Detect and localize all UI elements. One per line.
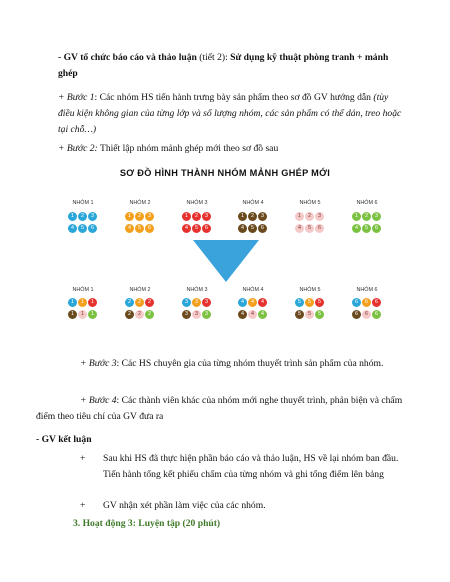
- section-heading: [58, 50, 404, 82]
- new-member-dot: 2: [145, 310, 154, 319]
- new-member-dot: 3: [202, 310, 211, 319]
- new-member-dot: 3: [192, 298, 201, 307]
- original-member-dot: 5: [305, 224, 314, 233]
- heading-bold: - GV tổ chức báo cáo và thảo luận: [58, 52, 197, 63]
- original-group-label: NHÓM 3: [186, 200, 208, 206]
- original-group-label: NHÓM 2: [129, 200, 151, 206]
- original-group-label: NHÓM 4: [242, 200, 264, 206]
- conclusion-heading: - GV kết luận: [36, 434, 92, 445]
- original-member-dot: 1: [352, 212, 361, 221]
- new-member-dot: 1: [68, 298, 77, 307]
- original-member-dot: 1: [68, 212, 77, 221]
- step-1-text: : Các nhóm HS tiến hành trưng bày sản phẩm theo sơ đồ GV hướng dẫn: [94, 92, 371, 103]
- down-arrow-icon: [193, 240, 259, 282]
- original-member-dot: 1: [125, 212, 134, 221]
- original-member-dot: 3: [145, 212, 154, 221]
- original-member-dot: 6: [258, 224, 267, 233]
- bullet-2-mark: +: [80, 500, 86, 511]
- new-member-dot: 2: [135, 298, 144, 307]
- step-2-label: + Bước 2:: [58, 143, 98, 154]
- original-member-dot: 5: [192, 224, 201, 233]
- conclusion-bullet-1: Sau khi HS đã thực hiện phần báo cáo và thảo luận, HS về lại nhóm ban đầu. Tiến hành tổng kết phiếu chấm của từng nhóm và ghi tổng điểm lên bảng: [103, 453, 399, 480]
- original-member-dot: 2: [78, 212, 87, 221]
- heading-normal: (tiết 2):: [196, 52, 231, 63]
- new-group-label: NHÓM 2: [129, 287, 151, 293]
- new-group-label: NHÓM 4: [242, 287, 264, 293]
- original-member-dot: 6: [372, 224, 381, 233]
- original-member-dot: 6: [88, 224, 97, 233]
- new-member-dot: 3: [202, 298, 211, 307]
- original-member-dot: 2: [362, 212, 371, 221]
- new-member-dot: 1: [88, 310, 97, 319]
- step-1: [58, 90, 404, 138]
- bullet-1-mark: +: [80, 453, 86, 464]
- original-member-dot: 4: [68, 224, 77, 233]
- original-member-dot: 4: [182, 224, 191, 233]
- new-member-dot: 2: [125, 298, 134, 307]
- new-member-dot: 4: [258, 298, 267, 307]
- new-member-dot: 3: [192, 310, 201, 319]
- original-member-dot: 4: [352, 224, 361, 233]
- new-member-dot: 5: [295, 298, 304, 307]
- new-group-label: NHÓM 5: [299, 287, 321, 293]
- original-member-dot: 1: [238, 212, 247, 221]
- new-member-dot: 1: [78, 310, 87, 319]
- new-member-dot: 2: [145, 298, 154, 307]
- step-2-text: Thiết lập nhóm mảnh ghép mới theo sơ đồ sau: [97, 143, 279, 154]
- step-4: [36, 393, 408, 425]
- original-member-dot: 5: [78, 224, 87, 233]
- step-4-text: : Các thành viên khác của nhóm mới nghe thuyết trình, phản biện và chấm điểm theo tiêu chí của GV đưa ra: [36, 395, 403, 422]
- new-member-dot: 4: [238, 298, 247, 307]
- original-group-label: NHÓM 1: [72, 200, 94, 206]
- original-member-dot: 3: [372, 212, 381, 221]
- original-member-dot: 4: [238, 224, 247, 233]
- new-member-dot: 4: [248, 298, 257, 307]
- original-member-dot: 5: [362, 224, 371, 233]
- new-member-dot: 1: [68, 310, 77, 319]
- original-member-dot: 3: [315, 212, 324, 221]
- original-member-dot: 1: [182, 212, 191, 221]
- new-member-dot: 6: [352, 310, 361, 319]
- original-member-dot: 6: [202, 224, 211, 233]
- new-member-dot: 2: [135, 310, 144, 319]
- step-3: [36, 356, 408, 372]
- new-group-label: NHÓM 1: [72, 287, 94, 293]
- original-member-dot: 6: [315, 224, 324, 233]
- new-member-dot: 5: [315, 310, 324, 319]
- new-member-dot: 3: [182, 298, 191, 307]
- original-group-label: NHÓM 5: [299, 200, 321, 206]
- original-member-dot: 2: [305, 212, 314, 221]
- new-member-dot: 6: [372, 310, 381, 319]
- new-group-label: NHÓM 6: [356, 287, 378, 293]
- new-member-dot: 6: [362, 298, 371, 307]
- new-member-dot: 5: [295, 310, 304, 319]
- step-2: [58, 141, 404, 157]
- new-member-dot: 4: [238, 310, 247, 319]
- original-member-dot: 6: [145, 224, 154, 233]
- step-3-label: + Bước 3: [80, 358, 117, 369]
- heading-bold-2: Sử dụng kỹ thuật phòng tranh + mảnh ghép: [58, 52, 389, 79]
- new-member-dot: 1: [78, 298, 87, 307]
- original-member-dot: 2: [248, 212, 257, 221]
- new-member-dot: 4: [258, 310, 267, 319]
- activity-3-heading: 3. Hoạt động 3: Luyện tập (20 phút): [73, 518, 221, 529]
- conclusion-bullet-2: GV nhận xét phần làm việc của các nhóm.: [103, 500, 266, 511]
- new-member-dot: 5: [305, 298, 314, 307]
- original-member-dot: 4: [295, 224, 304, 233]
- original-member-dot: 2: [192, 212, 201, 221]
- new-member-dot: 5: [305, 310, 314, 319]
- original-member-dot: 3: [88, 212, 97, 221]
- diagram-title: SƠ ĐỒ HÌNH THÀNH NHÓM MẢNH GHÉP MỚI: [119, 168, 331, 178]
- new-member-dot: 1: [88, 298, 97, 307]
- original-group-label: NHÓM 6: [356, 200, 378, 206]
- original-member-dot: 2: [135, 212, 144, 221]
- new-member-dot: 4: [248, 310, 257, 319]
- original-member-dot: 5: [248, 224, 257, 233]
- new-member-dot: 6: [352, 298, 361, 307]
- original-member-dot: 3: [202, 212, 211, 221]
- step-1-note: (tùy điều kiện không gian của từng lớp và số lượng nhóm, các sản phẩm có thể dán, treo hoặc tại chỗ…): [58, 92, 402, 135]
- step-4-label: + Bước 4: [80, 395, 117, 406]
- original-member-dot: 1: [295, 212, 304, 221]
- new-member-dot: 5: [315, 298, 324, 307]
- original-member-dot: 3: [258, 212, 267, 221]
- step-3-text: : Các HS chuyên gia của từng nhóm thuyết trình sản phẩm của nhóm.: [116, 358, 384, 369]
- original-member-dot: 4: [125, 224, 134, 233]
- original-member-dot: 5: [135, 224, 144, 233]
- new-group-label: NHÓM 3: [186, 287, 208, 293]
- step-1-label: + Bước 1: [58, 92, 95, 103]
- new-member-dot: 2: [125, 310, 134, 319]
- new-member-dot: 6: [372, 298, 381, 307]
- new-member-dot: 3: [182, 310, 191, 319]
- new-member-dot: 6: [362, 310, 371, 319]
